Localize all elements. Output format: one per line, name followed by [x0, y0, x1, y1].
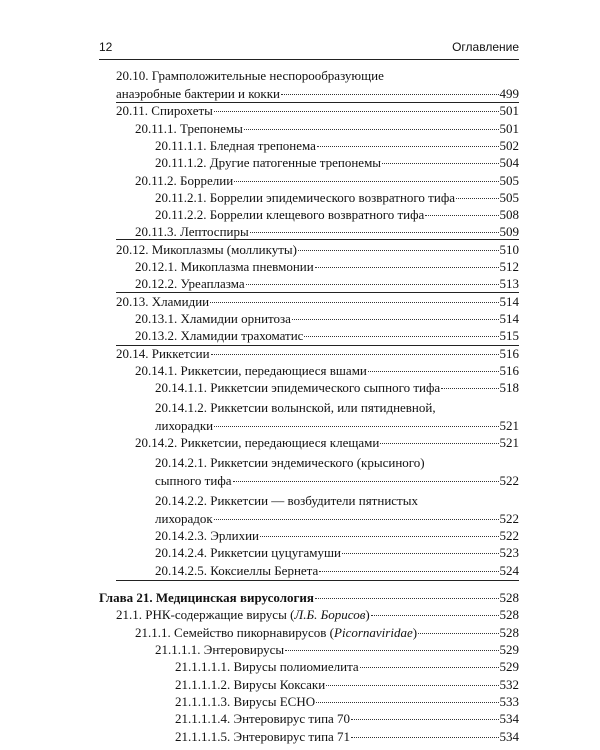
toc-page-number: 521 — [499, 418, 519, 433]
toc-page-number: 528 — [499, 625, 519, 640]
dot-leader — [326, 685, 498, 686]
toc-entry[interactable] — [155, 528, 519, 544]
dot-leader — [281, 94, 499, 95]
dot-leader — [342, 553, 499, 554]
running-title: Оглавление — [452, 40, 519, 54]
toc-page-number: 515 — [499, 328, 519, 343]
toc-entry[interactable] — [135, 435, 519, 451]
toc-entry[interactable] — [135, 363, 519, 379]
toc-entry[interactable] — [116, 607, 519, 623]
dot-leader — [351, 719, 498, 720]
toc-page-number: 514 — [499, 294, 519, 309]
toc-page-number: 534 — [499, 729, 519, 744]
toc-page-number: 522 — [499, 511, 519, 526]
dot-leader — [214, 111, 499, 112]
toc-page-number: 505 — [499, 190, 519, 205]
toc-entry[interactable] — [155, 642, 519, 658]
toc-entry[interactable] — [155, 563, 519, 579]
toc-entry[interactable] — [155, 155, 519, 171]
dot-leader — [233, 481, 499, 482]
toc-page-number: 516 — [499, 346, 519, 361]
dot-leader — [382, 163, 498, 164]
dot-leader — [246, 284, 499, 285]
dot-leader — [371, 615, 499, 616]
toc-entry[interactable] — [99, 590, 519, 606]
toc-entry[interactable] — [116, 103, 519, 119]
toc-page-number: 528 — [499, 590, 519, 605]
toc-entry[interactable] — [175, 694, 519, 710]
toc-entry-title: 20.11.3. Лептоспиры — [135, 224, 249, 239]
dot-leader — [292, 319, 499, 320]
toc-page-number: 522 — [499, 473, 519, 488]
toc-entry[interactable] — [116, 242, 519, 258]
toc-page-number: 502 — [499, 138, 519, 153]
toc-page-number: 518 — [499, 380, 519, 395]
toc-entry[interactable] — [155, 207, 519, 223]
toc-page-number: 512 — [499, 259, 519, 274]
toc-entry-title: 21.1.1.1.2. Вирусы Коксаки — [175, 677, 326, 692]
toc-entry[interactable] — [135, 625, 519, 641]
toc-page-number: 501 — [499, 103, 519, 118]
dot-leader — [316, 702, 498, 703]
dot-leader — [418, 633, 498, 634]
toc-entry-title: 21.1.1.1.3. Вирусы ECHO — [175, 694, 316, 709]
toc-entry[interactable] — [155, 511, 519, 527]
toc-page-number: 523 — [499, 545, 519, 560]
toc-entry-title: 20.13. Хламидии — [116, 294, 210, 309]
toc-entry[interactable] — [155, 455, 519, 471]
toc-entry-title: 20.11.2.1. Боррелии эпидемического возвратного тифа — [155, 190, 456, 205]
toc-page-number: 514 — [499, 311, 519, 326]
dot-leader — [441, 388, 498, 389]
dot-leader — [380, 443, 498, 444]
toc-page-number: 534 — [499, 711, 519, 726]
toc-entry[interactable] — [135, 311, 519, 327]
toc-entry-title: 20.12. Микоплазмы (молликуты) — [116, 242, 297, 257]
dot-leader — [456, 198, 498, 199]
toc-entry-title: лихорадок — [155, 511, 213, 526]
dot-leader — [368, 371, 499, 372]
toc-entry-title: 20.14.2.4. Риккетсии цуцугамуши — [155, 545, 341, 560]
section-separator — [116, 239, 519, 240]
toc-page-number: 529 — [499, 659, 519, 674]
page-number: 12 — [99, 40, 113, 54]
dot-leader — [304, 336, 498, 337]
toc-entry-title: 20.12.1. Микоплазма пневмонии — [135, 259, 314, 274]
toc-entry[interactable] — [135, 259, 519, 275]
toc-entry[interactable] — [116, 86, 519, 102]
toc-entry-title: 20.14.2.3. Эрлихии — [155, 528, 260, 543]
toc-entry-title: 20.11.2.2. Боррелии клещевого возвратного тифа — [155, 207, 425, 222]
toc-page-number: 508 — [499, 207, 519, 222]
toc-entry-title: 20.11.1.2. Другие патогенные трепонемы — [155, 155, 382, 170]
toc-entry-title: 20.14.2.5. Коксиеллы Бернета — [155, 563, 319, 578]
toc-entry[interactable] — [135, 276, 519, 292]
toc-page-number: 505 — [499, 173, 519, 188]
dot-leader — [425, 215, 498, 216]
toc-entry-title: 20.11.1.1. Бледная трепонема — [155, 138, 316, 153]
toc-entry[interactable] — [116, 346, 519, 362]
toc-entry-title: 20.14.2. Риккетсии, передающиеся клещами — [135, 435, 380, 450]
toc-entry-title: 20.11. Спирохеты — [116, 103, 213, 118]
toc-entry[interactable] — [175, 711, 519, 727]
toc-page-number: 524 — [499, 563, 519, 578]
toc-entry-title: 20.14.1.2. Риккетсии волынской, или пятидневной, — [155, 400, 436, 415]
toc-entry[interactable] — [135, 121, 519, 137]
toc-page-number: 532 — [499, 677, 519, 692]
toc-entry[interactable] — [155, 138, 519, 154]
dot-leader — [214, 426, 498, 427]
toc-entry[interactable] — [116, 294, 519, 310]
toc-entry-title: 20.14. Риккетсии — [116, 346, 210, 361]
toc-page-number: 533 — [499, 694, 519, 709]
toc-page-number: 499 — [499, 86, 519, 101]
dot-leader — [244, 129, 499, 130]
toc-entry-title: 20.11.1. Трепонемы — [135, 121, 243, 136]
toc-entry-title: 20.14.1.1. Риккетсии эпидемического сыпного тифа — [155, 380, 441, 395]
toc-page-number: 522 — [499, 528, 519, 543]
toc-entry-title: 21.1.1.1. Энтеровирусы — [155, 642, 285, 657]
toc-entry-title: 20.14.2.1. Риккетсии эндемического (крысиного) — [155, 455, 425, 470]
dot-leader — [250, 232, 499, 233]
toc-page-number: 504 — [499, 155, 519, 170]
toc-page-number: 513 — [499, 276, 519, 291]
section-separator — [116, 345, 519, 346]
toc-entry-title: 21.1.1.1.5. Энтеровирус типа 71 — [175, 729, 351, 744]
toc-entry-title: 20.12.2. Уреаплазма — [135, 276, 245, 291]
toc-entry[interactable] — [155, 493, 519, 509]
toc-entry[interactable] — [155, 380, 519, 396]
toc-page-number: 521 — [499, 435, 519, 450]
toc-entry-title: 20.13.1. Хламидии орнитоза — [135, 311, 291, 326]
toc-entry[interactable] — [116, 68, 519, 84]
toc-entry[interactable] — [175, 677, 519, 693]
dot-leader — [319, 571, 498, 572]
toc-page-number: 528 — [499, 607, 519, 622]
toc-entry[interactable] — [155, 400, 519, 416]
toc-entry[interactable] — [155, 190, 519, 206]
toc-page-number: 509 — [499, 224, 519, 239]
toc-page-number: 529 — [499, 642, 519, 657]
toc-page-number: 501 — [499, 121, 519, 136]
toc-entry[interactable] — [135, 224, 519, 240]
toc-entry[interactable] — [155, 473, 519, 489]
dot-leader — [298, 250, 499, 251]
section-separator — [116, 102, 519, 103]
dot-leader — [285, 650, 498, 651]
toc-entry-title: 20.10. Грамположительные неспорообразующие — [116, 68, 384, 83]
toc-page-number: 516 — [499, 363, 519, 378]
toc-entry-title: анаэробные бактерии и кокки — [116, 86, 280, 101]
toc-page-number: 510 — [499, 242, 519, 257]
dot-leader — [317, 146, 499, 147]
toc-entry-title: 21.1. РНК-содержащие вирусы (Л.Б. Борисов) — [116, 607, 370, 622]
toc-entry-title: 20.11.2. Боррелии — [135, 173, 234, 188]
toc-entry-title: 20.13.2. Хламидии трахоматис — [135, 328, 304, 343]
toc-entry[interactable] — [155, 418, 519, 434]
dot-leader — [260, 536, 498, 537]
toc-entry-title: сыпного тифа — [155, 473, 232, 488]
toc-entry[interactable] — [175, 729, 519, 745]
dot-leader — [315, 267, 499, 268]
dot-leader — [360, 667, 499, 668]
section-separator — [116, 580, 519, 581]
toc-entry[interactable] — [135, 328, 519, 344]
toc-entry[interactable] — [175, 659, 519, 675]
toc-entry-title: Глава 21. Медицинская вирусология — [99, 590, 314, 605]
dot-leader — [351, 737, 498, 738]
dot-leader — [214, 519, 499, 520]
toc-entry[interactable] — [135, 173, 519, 189]
toc-entry-title: 21.1.1.1.4. Энтеровирус типа 70 — [175, 711, 351, 726]
dot-leader — [315, 598, 499, 599]
toc-entry-title: 21.1.1.1.1. Вирусы полиомиелита — [175, 659, 359, 674]
dot-leader — [211, 354, 499, 355]
toc-entry-title: 20.14.2.2. Риккетсии — возбудители пятнистых — [155, 493, 418, 508]
toc-entry[interactable] — [155, 545, 519, 561]
toc-entry-title: 21.1.1. Семейство пикорнавирусов (Picornaviridae) — [135, 625, 418, 640]
dot-leader — [234, 181, 498, 182]
toc-entry-title: 20.14.1. Риккетсии, передающиеся вшами — [135, 363, 367, 378]
dot-leader — [210, 302, 498, 303]
section-separator — [116, 292, 519, 293]
toc-entry-title: лихорадки — [155, 418, 214, 433]
